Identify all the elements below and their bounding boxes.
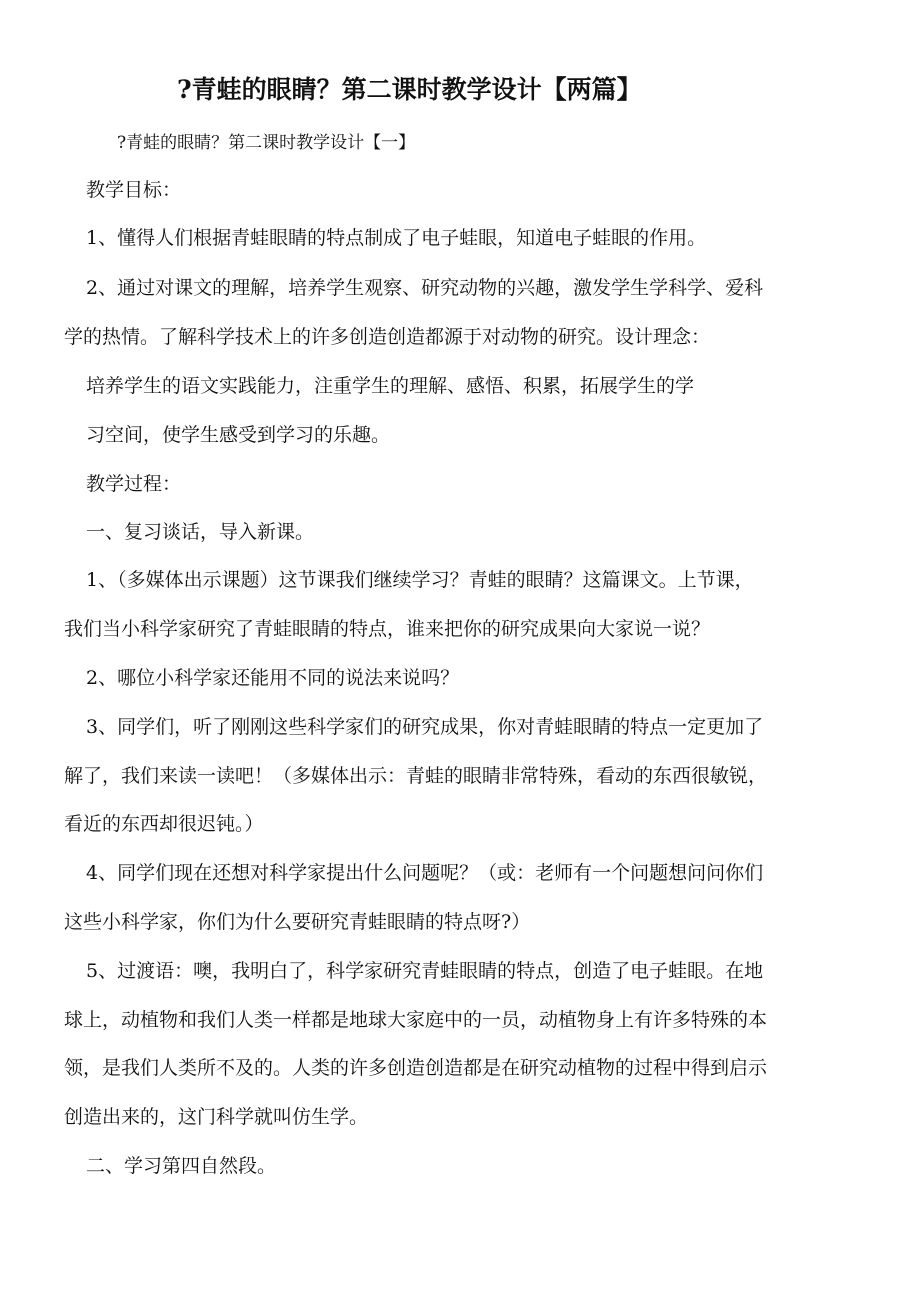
text-line: 3、同学们，听了刚刚这些科学家们的研究成果，你对青蛙眼睛的特点一定更加了 <box>86 716 764 738</box>
text-line: 2、通过对课文的理解，培养学生观察、研究动物的兴趣，激发学生学科学、爱科 <box>86 277 764 299</box>
text-line: 领，是我们人类所不及的。人类的许多创造创造都是在研究动植物的过程中得到启示 <box>64 1057 768 1079</box>
text-line: 二、学习第四自然段。 <box>86 1155 277 1177</box>
text-line: 学的热情。了解科学技术上的许多创造创造都源于对动物的研究。设计理念： <box>64 326 711 348</box>
text-line: 4、同学们现在还想对科学家提出什么问题呢？（或：老师有一个问题想问问你们 <box>86 862 764 884</box>
text-line: 我们当小科学家研究了青蛙眼睛的特点，谁来把你的研究成果向大家说一说？ <box>64 618 711 640</box>
text-line: 1、懂得人们根据青蛙眼睛的特点制成了电子蛙眼，知道电子蛙眼的作用。 <box>86 227 707 249</box>
text-line: 教学过程： <box>86 473 182 495</box>
text-line: 培养学生的语文实践能力，注重学生的理解、感悟、积累，拓展学生的学 <box>86 375 695 397</box>
text-line: 教学目标： <box>86 179 182 201</box>
text-line: 这些小科学家，你们为什么要研究青蛙眼睛的特点呀?） <box>64 911 531 933</box>
document-title: ?青蛙的眼睛？第二课时教学设计【两篇】 <box>177 75 642 104</box>
text-line: 1、（多媒体出示课题）这节课我们继续学习？青蛙的眼睛？这篇课文。上节课， <box>86 569 754 591</box>
text-line: 解了，我们来读一读吧！（多媒体出示：青蛙的眼睛非常特殊，看动的东西很敏锐， <box>64 765 768 787</box>
text-line: 习空间，使学生感受到学习的乐趣。 <box>86 424 391 446</box>
text-line: 5、过渡语：噢，我明白了，科学家研究青蛙眼睛的特点，创造了电子蛙眼。在地 <box>86 960 764 982</box>
text-line: 创造出来的，这门科学就叫仿生学。 <box>64 1106 369 1128</box>
text-line: 球上，动植物和我们人类一样都是地球大家庭中的一员，动植物身上有许多特殊的本 <box>64 1009 768 1031</box>
text-line: 看近的东西却很迟钝。） <box>64 813 264 835</box>
text-line: 2、哪位小科学家还能用不同的说法来说吗？ <box>86 667 460 689</box>
text-line: 一、复习谈话，导入新课。 <box>86 521 315 543</box>
section-subtitle: ?青蛙的眼睛？第二课时教学设计【一】 <box>117 133 416 153</box>
